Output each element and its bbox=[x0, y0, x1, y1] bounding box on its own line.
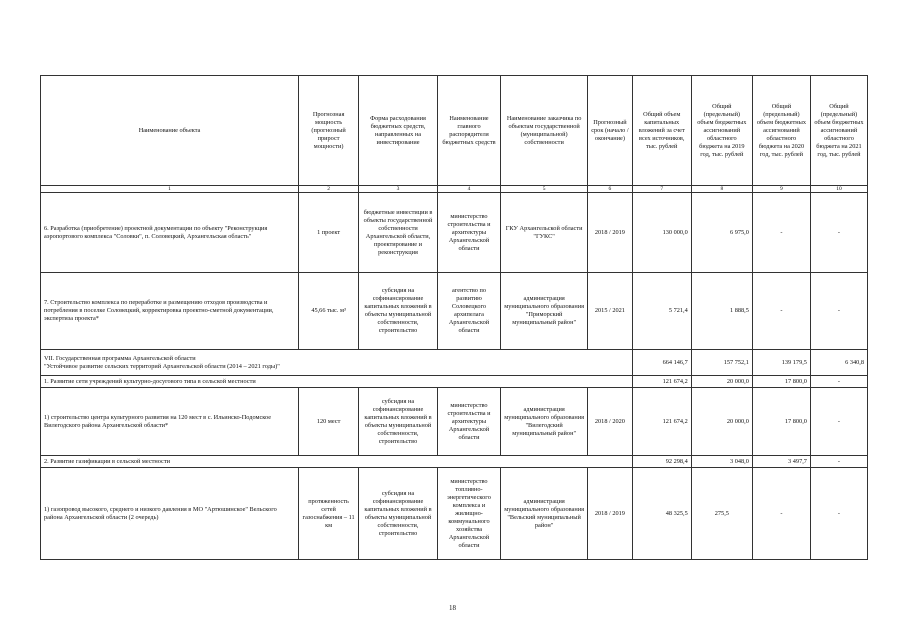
column-number: 5 bbox=[501, 186, 588, 193]
column-number: 9 bbox=[752, 186, 810, 193]
budget-2021: - bbox=[810, 388, 867, 456]
budget-distributor: агентство по развитию Соловецкого архипелага Архангельской области bbox=[437, 273, 500, 350]
budget-distributor: министерство топливно-энергетического комплекса и жилищно-коммунального хозяйства Архангельской области bbox=[437, 468, 500, 560]
program-2019: 157 752,1 bbox=[691, 350, 752, 376]
header-cell: Общий (предельный) объем бюджетных ассигнований областного бюджета на 2020 год, тыс. рублей bbox=[752, 76, 810, 186]
header-cell: Наименование заказчика по объектам государственной (муниципальной) собственности bbox=[501, 76, 588, 186]
customer: администрация муниципального образования "Приморский муниципальный район" bbox=[501, 273, 588, 350]
spending-form: субсидия на софинансирование капитальных вложений в объекты муниципальной собственности, строительство bbox=[359, 273, 438, 350]
investment-objects-table bbox=[40, 75, 868, 560]
budget-2020: - bbox=[752, 193, 810, 273]
section-title: 1. Развитие сети учреждений культурно-досугового типа в сельской местности bbox=[41, 376, 633, 388]
total-investment: 48 325,5 bbox=[632, 468, 691, 560]
column-number: 8 bbox=[691, 186, 752, 193]
header-cell: Общий (предельный) объем бюджетных ассигнований областного бюджета на 2019 год, тыс. рублей bbox=[691, 76, 752, 186]
budget-2020: - bbox=[752, 273, 810, 350]
budget-distributor: министерство строительства и архитектуры Архангельской области bbox=[437, 193, 500, 273]
column-number-row bbox=[41, 186, 868, 193]
header-cell: Общий (предельный) объем бюджетных ассигнований областного бюджета на 2021 год, тыс. рублей bbox=[810, 76, 867, 186]
spending-form: субсидия на софинансирование капитальных вложений в объекты муниципальной собственности, строительство bbox=[359, 468, 438, 560]
column-number: 2 bbox=[299, 186, 359, 193]
term: 2018 / 2019 bbox=[588, 468, 633, 560]
header-cell: Прогнозная мощность (прогнозный прирост мощности) bbox=[299, 76, 359, 186]
budget-2019: 275,5 bbox=[691, 468, 752, 560]
object-name: 1) строительство центра культурного развития на 120 мест в с. Ильинско-Подомское Вилегодского района Архангельской области* bbox=[41, 388, 299, 456]
term: 2018 / 2020 bbox=[588, 388, 633, 456]
budget-2021: - bbox=[810, 273, 867, 350]
section-2021: - bbox=[810, 456, 867, 468]
spending-form: субсидия на софинансирование капитальных вложений в объекты муниципальной собственности, строительство bbox=[359, 388, 438, 456]
program-total: 664 146,7 bbox=[632, 350, 691, 376]
budget-2019: 6 975,0 bbox=[691, 193, 752, 273]
capacity: 120 мест bbox=[299, 388, 359, 456]
spending-form: бюджетные инвестиции в объекты государственной собственности Архангельской области, проектирование и реконструкция bbox=[359, 193, 438, 273]
budget-2020: - bbox=[752, 468, 810, 560]
total-investment: 121 674,2 bbox=[632, 388, 691, 456]
program-row bbox=[41, 350, 868, 376]
column-number: 6 bbox=[588, 186, 633, 193]
table-row bbox=[41, 193, 868, 273]
column-number: 10 bbox=[810, 186, 867, 193]
table-row bbox=[41, 388, 868, 456]
header-cell: Прогнозный срок (начало / окончание) bbox=[588, 76, 633, 186]
program-title: VII. Государственная программа Архангельской области "Устойчивое развитие сельских территорий Архангельской области (2014 – 2021 годы)" bbox=[41, 350, 633, 376]
section-total: 92 298,4 bbox=[632, 456, 691, 468]
table-row bbox=[41, 468, 868, 560]
column-number: 3 bbox=[359, 186, 438, 193]
capacity: 1 проект bbox=[299, 193, 359, 273]
section-2021: - bbox=[810, 376, 867, 388]
header-cell: Наименование объекта bbox=[41, 76, 299, 186]
customer: администрация муниципального образования "Вилегодский муниципальный район" bbox=[501, 388, 588, 456]
column-number: 7 bbox=[632, 186, 691, 193]
section-row bbox=[41, 376, 868, 388]
column-number: 1 bbox=[41, 186, 299, 193]
object-name: 6. Разработка (приобретение) проектной документации по объекту "Реконструкция аэропортового комплекса "Соловки", п. Соловецкий, Архангельская область" bbox=[41, 193, 299, 273]
total-investment: 5 721,4 bbox=[632, 273, 691, 350]
program-2021: 6 340,8 bbox=[810, 350, 867, 376]
customer: администрация муниципального образования "Вельский муниципальный район" bbox=[501, 468, 588, 560]
header-cell: Форма расходования бюджетных средств, направленных на инвестирование bbox=[359, 76, 438, 186]
capacity: протяженность сетей газоснабжения – 11 км bbox=[299, 468, 359, 560]
customer: ГКУ Архангельской области "ГУКС" bbox=[501, 193, 588, 273]
object-name: 7. Строительство комплекса по переработке и размещению отходов производства и потребления в поселке Соловецкий, корректировка проектно-сметной документации, экспертиза проекта* bbox=[41, 273, 299, 350]
budget-2021: - bbox=[810, 468, 867, 560]
section-total: 121 674,2 bbox=[632, 376, 691, 388]
header-row bbox=[41, 76, 868, 186]
column-number: 4 bbox=[437, 186, 500, 193]
section-2020: 3 497,7 bbox=[752, 456, 810, 468]
program-2020: 139 179,5 bbox=[752, 350, 810, 376]
header-cell: Общий объем капитальных вложений за счет всех источников, тыс. рублей bbox=[632, 76, 691, 186]
budget-distributor: министерство строительства и архитектуры Архангельской области bbox=[437, 388, 500, 456]
budget-2021: - bbox=[810, 193, 867, 273]
section-2020: 17 800,0 bbox=[752, 376, 810, 388]
section-2019: 3 048,0 bbox=[691, 456, 752, 468]
page-number: 18 bbox=[449, 604, 456, 612]
capacity: 45,66 тыс. м³ bbox=[299, 273, 359, 350]
budget-2020: 17 800,0 bbox=[752, 388, 810, 456]
object-name: 1) газопровод высокого, среднего и низкого давления в МО "Артюшинское" Вельского района Архангельской области (2 очередь) bbox=[41, 468, 299, 560]
section-title: 2. Развитие газификации в сельской местности bbox=[41, 456, 633, 468]
budget-2019: 20 000,0 bbox=[691, 388, 752, 456]
term: 2018 / 2019 bbox=[588, 193, 633, 273]
budget-2019: 1 888,5 bbox=[691, 273, 752, 350]
section-row bbox=[41, 456, 868, 468]
section-2019: 20 000,0 bbox=[691, 376, 752, 388]
header-cell: Наименование главного распорядителя бюджетных средств bbox=[437, 76, 500, 186]
term: 2015 / 2021 bbox=[588, 273, 633, 350]
table-row bbox=[41, 273, 868, 350]
total-investment: 130 000,0 bbox=[632, 193, 691, 273]
